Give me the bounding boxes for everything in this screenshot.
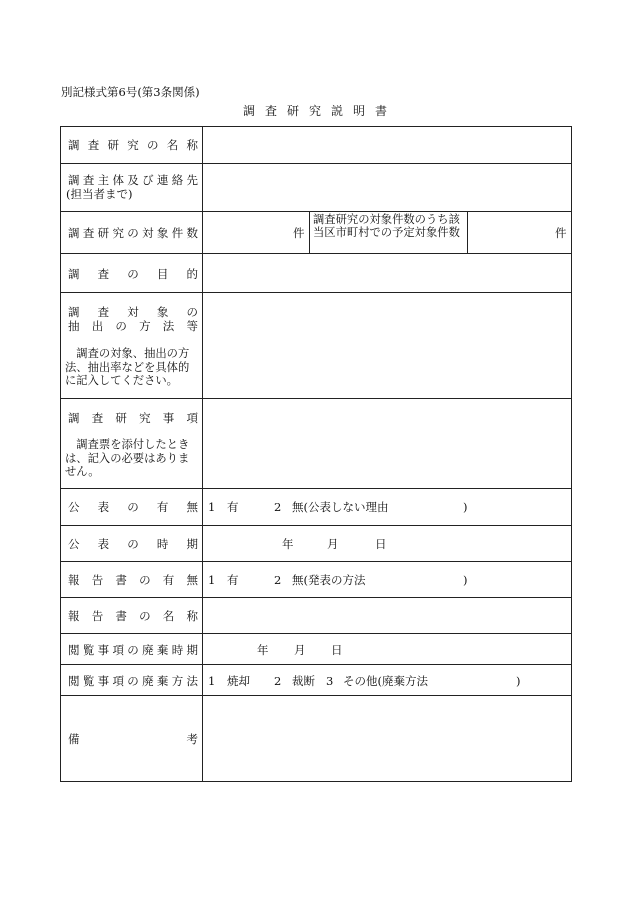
publication-option-no[interactable]: 無(公表しない理由 — [292, 500, 389, 514]
label-char: 廃 — [142, 643, 154, 657]
label-extraction-method-1 — [68, 305, 198, 319]
label-char: 事 — [162, 411, 175, 425]
label-char: 名 — [162, 609, 175, 623]
label-char: 公 — [68, 500, 80, 514]
row-research-items — [61, 398, 571, 488]
label-char: 時 — [156, 537, 169, 551]
divider — [309, 212, 310, 253]
label-char: 象 — [156, 226, 169, 240]
label-char: 期 — [186, 643, 198, 657]
row-report-name — [61, 597, 571, 633]
label-char: 方 — [171, 674, 184, 688]
label-char: 無 — [186, 500, 198, 514]
publication-option-2-num: 2 — [274, 500, 282, 514]
label-char: 出 — [91, 319, 104, 333]
label-char: 称 — [186, 609, 198, 623]
label-char: 項 — [186, 411, 198, 425]
label-char: 方 — [139, 319, 151, 333]
row-subject-contact — [61, 163, 571, 211]
label-char: の — [127, 537, 139, 551]
label-char: の — [139, 609, 151, 623]
label-char: の — [127, 500, 139, 514]
label-char: 棄 — [156, 674, 169, 688]
label-char: の — [186, 305, 198, 319]
label-target-count — [68, 226, 198, 240]
label-char: 査 — [82, 173, 95, 187]
row-disposal-method — [61, 664, 571, 695]
label-char: 書 — [115, 573, 127, 587]
page-title: 調査研究説明書 — [242, 104, 397, 118]
label-char: 事 — [97, 674, 110, 688]
label-research-items — [68, 411, 198, 425]
label-char: 書 — [115, 609, 127, 623]
label-char: 無 — [186, 573, 198, 587]
label-char: 調 — [68, 267, 80, 281]
disposal-option-1-num: 1 — [208, 674, 216, 688]
label-char: 覧 — [82, 674, 95, 688]
label-char: 時 — [171, 643, 184, 657]
label-char: 名 — [166, 138, 179, 152]
input-extraction-method[interactable] — [203, 293, 571, 399]
label-disposal-time — [68, 643, 198, 657]
label-char: の — [115, 319, 127, 333]
label-char: 法 — [162, 319, 175, 333]
label-char: 廃 — [142, 674, 154, 688]
form-table — [60, 126, 572, 782]
label-char: 期 — [186, 537, 198, 551]
input-research-items[interactable] — [203, 399, 571, 489]
row-research-name — [61, 127, 571, 163]
report-option-1-num: 1 — [208, 573, 216, 587]
publication-option-yes[interactable]: 有 — [227, 500, 239, 514]
disposal-option-shred[interactable]: 裁断 — [292, 674, 315, 688]
publication-reason-close: ) — [463, 500, 468, 514]
label-char: 等 — [186, 319, 198, 333]
label-char: 表 — [97, 500, 110, 514]
label-char: 調 — [68, 305, 80, 319]
disposal-month-unit: 月 — [294, 643, 306, 657]
label-char: び — [142, 173, 154, 187]
label-publication — [68, 500, 198, 514]
label-char: 備 — [68, 732, 80, 746]
row-publication-time — [61, 525, 571, 561]
disposal-option-3-num: 3 — [326, 674, 334, 688]
label-char: 査 — [87, 138, 100, 152]
label-char: 抽 — [68, 319, 80, 333]
label-char: の — [139, 573, 151, 587]
label-char: 研 — [97, 226, 110, 240]
publication-month-unit: 月 — [327, 537, 339, 551]
disposal-method-close: ) — [516, 674, 521, 688]
input-report-name[interactable] — [203, 598, 571, 634]
label-char: 調 — [68, 226, 80, 240]
label-char: 査 — [97, 267, 110, 281]
label-char: 体 — [112, 173, 124, 187]
label-subject-contact — [68, 173, 198, 187]
label-char: の — [147, 138, 159, 152]
label-char: 報 — [68, 609, 80, 623]
label-char: の — [127, 267, 139, 281]
label-report-name — [68, 609, 198, 623]
form-reference: 別記様式第6号(第3条関係) — [61, 85, 200, 99]
label-char: 告 — [91, 609, 104, 623]
label-char: 査 — [97, 305, 110, 319]
label-char: 及 — [127, 173, 139, 187]
label-char: の — [127, 643, 139, 657]
label-char: 究 — [139, 411, 151, 425]
label-remarks — [68, 732, 198, 746]
label-purpose — [68, 267, 198, 281]
label-char: 閲 — [68, 643, 80, 657]
label-char: 有 — [156, 500, 169, 514]
label-char: 考 — [186, 732, 198, 746]
label-char: 事 — [97, 643, 110, 657]
label-char: 称 — [186, 138, 198, 152]
input-subject-contact[interactable] — [203, 164, 571, 212]
report-method-close: ) — [463, 573, 468, 587]
label-char: 項 — [112, 643, 124, 657]
label-char: 覧 — [82, 643, 95, 657]
disposal-option-other[interactable]: その他(廃棄方法 — [343, 674, 428, 688]
label-char: 調 — [68, 138, 80, 152]
label-char: 的 — [186, 267, 198, 281]
label-research-name — [68, 138, 198, 152]
row-disposal-time — [61, 633, 571, 664]
label-char: 究 — [127, 138, 139, 152]
publication-year-unit: 年 — [282, 537, 294, 551]
target-count-unit: 件 — [293, 226, 305, 240]
report-option-no[interactable]: 無(発表の方法 — [292, 573, 366, 587]
label-char: 絡 — [171, 173, 184, 187]
row-report — [61, 561, 571, 597]
label-char: の — [127, 674, 139, 688]
disposal-option-2-num: 2 — [274, 674, 282, 688]
label-char: 調 — [68, 411, 80, 425]
row-target-count — [61, 211, 571, 253]
label-char: 連 — [156, 173, 169, 187]
label-char: 対 — [127, 305, 139, 319]
label-char: 報 — [68, 573, 80, 587]
row-extraction-method — [61, 292, 571, 398]
label-char: 公 — [68, 537, 80, 551]
label-char: 象 — [156, 305, 169, 319]
disposal-day-unit: 日 — [331, 643, 343, 657]
label-char: 査 — [82, 226, 95, 240]
label-char: 数 — [186, 226, 198, 240]
label-char: 棄 — [156, 643, 169, 657]
publication-day-unit: 日 — [375, 537, 387, 551]
label-char: 査 — [91, 411, 104, 425]
note-research-items: 調査票を添付したときは、記入の必要はありません。 — [65, 438, 190, 478]
input-purpose[interactable] — [203, 254, 571, 293]
label-char: 告 — [91, 573, 104, 587]
label-char: 究 — [112, 226, 124, 240]
label-disposal-method — [68, 674, 198, 688]
label-char: 先 — [186, 173, 198, 187]
label-char: 研 — [107, 138, 119, 152]
disposal-year-unit: 年 — [257, 643, 269, 657]
note-extraction-method: 調査の対象、抽出の方法、抽出率などを具体的に記入してください。 — [65, 347, 190, 387]
label-char: 目 — [156, 267, 169, 281]
input-remarks[interactable] — [203, 696, 571, 782]
row-publication — [61, 488, 571, 525]
local-target-count-unit: 件 — [555, 226, 567, 240]
input-research-name[interactable] — [203, 127, 571, 163]
label-char: 表 — [97, 537, 110, 551]
label-char: 有 — [162, 573, 175, 587]
label-char: 研 — [115, 411, 127, 425]
report-option-yes[interactable]: 有 — [227, 573, 239, 587]
label-char: の — [127, 226, 139, 240]
label-char: 対 — [142, 226, 154, 240]
label-local-target-count: 調査研究の対象件数のうち該当区市町村での予定対象件数 — [313, 213, 460, 240]
label-char: 調 — [68, 173, 80, 187]
label-char: 法 — [186, 674, 198, 688]
label-publication-time — [68, 537, 198, 551]
disposal-option-burn[interactable]: 焼却 — [227, 674, 250, 688]
publication-option-1-num: 1 — [208, 500, 216, 514]
label-extraction-method-2 — [68, 319, 198, 333]
row-purpose — [61, 253, 571, 292]
label-char: 項 — [112, 674, 124, 688]
label-char: 件 — [171, 226, 184, 240]
report-option-2-num: 2 — [274, 573, 282, 587]
label-char: 閲 — [68, 674, 80, 688]
row-remarks — [61, 695, 571, 781]
label-subject-contact-sub: (担当者まで) — [66, 187, 133, 201]
label-report — [68, 573, 198, 587]
label-char: 主 — [97, 173, 110, 187]
